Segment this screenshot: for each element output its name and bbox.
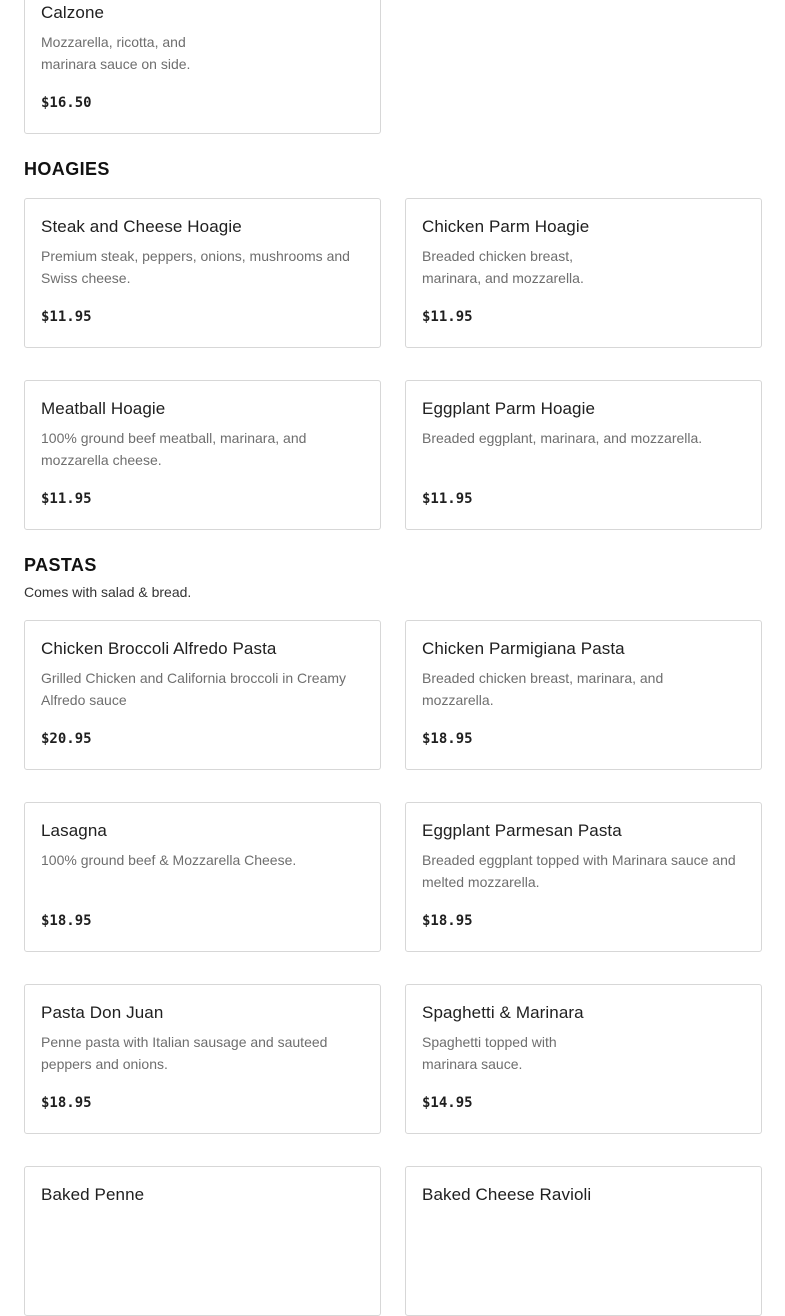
description-line: Penne pasta with Italian sausage and sauteed [41, 1034, 328, 1050]
menu-item-price: $11.95 [41, 491, 92, 507]
description-line: marinara, and mozzarella. [422, 270, 584, 286]
menu-item-name: Steak and Cheese Hoagie [41, 217, 242, 236]
menu-item-card[interactable] [24, 380, 381, 530]
menu-item-name: Chicken Broccoli Alfredo Pasta [41, 639, 277, 658]
menu-item-card[interactable] [24, 802, 381, 952]
section-title-pastas: PASTAS [24, 555, 97, 575]
description-line: Alfredo sauce [41, 692, 127, 708]
description-line: Breaded chicken breast, [422, 248, 573, 264]
menu-item-price: $11.95 [41, 309, 92, 325]
menu-item-description [41, 849, 296, 871]
menu-item-name: Pasta Don Juan [41, 1003, 164, 1022]
description-line: marinara sauce. [422, 1056, 523, 1072]
menu-item-card[interactable] [24, 1166, 381, 1316]
menu-item-description [422, 1031, 557, 1075]
menu-item-price: $18.95 [422, 731, 473, 747]
menu-item-price: $18.95 [422, 913, 473, 929]
menu-item-description [422, 667, 663, 711]
menu-item-name: Calzone [41, 3, 105, 22]
menu-item-description [41, 1031, 327, 1075]
description-line: Grilled Chicken and California broccoli in Creamy [41, 670, 347, 686]
description-line: peppers and onions. [41, 1056, 168, 1072]
menu-item-description [422, 427, 702, 449]
menu-item-card[interactable] [24, 984, 381, 1134]
menu-item-card[interactable] [405, 802, 762, 952]
menu-item-name: Baked Penne [41, 1185, 145, 1204]
section-title-hoagies: HOAGIES [24, 159, 110, 179]
menu-item-card[interactable] [405, 198, 762, 348]
menu-item-price: $14.95 [422, 1095, 473, 1111]
description-line: 100% ground beef & Mozzarella Cheese. [41, 852, 297, 868]
menu-item-price: $11.95 [422, 309, 473, 325]
description-line: Breaded eggplant topped with Marinara sauce and [422, 852, 736, 868]
menu-item-description [41, 427, 306, 471]
menu-item-price: $20.95 [41, 731, 92, 747]
menu-item-card[interactable] [24, 198, 381, 348]
menu-item-price: $18.95 [41, 1095, 92, 1111]
menu-item-name: Eggplant Parm Hoagie [422, 399, 596, 418]
menu-item-name: Meatball Hoagie [41, 399, 166, 418]
description-line: Breaded eggplant, marinara, and mozzarella. [422, 430, 703, 446]
description-line: Breaded chicken breast, marinara, and [422, 670, 664, 686]
section-subtitle-pastas: Comes with salad & bread. [24, 584, 192, 600]
menu-item-name: Baked Cheese Ravioli [422, 1185, 592, 1204]
menu-item-name: Eggplant Parmesan Pasta [422, 821, 622, 840]
menu-item-name: Spaghetti & Marinara [422, 1003, 584, 1022]
menu-item-price: $18.95 [41, 913, 92, 929]
description-line: Premium steak, peppers, onions, mushrooms and [41, 248, 350, 264]
menu-item-card[interactable] [405, 620, 762, 770]
menu-item-card[interactable] [405, 1166, 762, 1316]
description-line: marinara sauce on side. [41, 56, 191, 72]
description-line: mozzarella. [422, 692, 494, 708]
menu-item-card[interactable] [24, 620, 381, 770]
menu-item-card[interactable] [405, 380, 762, 530]
description-line: Swiss cheese. [41, 270, 131, 286]
menu-item-name: Chicken Parm Hoagie [422, 217, 590, 236]
menu-item-name: Lasagna [41, 821, 107, 840]
menu-item-price: $16.50 [41, 95, 92, 111]
description-line: melted mozzarella. [422, 874, 540, 890]
menu-item-name: Chicken Parmigiana Pasta [422, 639, 625, 658]
description-line: 100% ground beef meatball, marinara, and [41, 430, 307, 446]
menu-item-description [41, 31, 190, 75]
menu-item-card[interactable] [405, 984, 762, 1134]
menu-item-card[interactable] [24, 0, 381, 134]
menu-item-description [422, 245, 584, 289]
menu-item-description [41, 245, 350, 289]
description-line: Mozzarella, ricotta, and [41, 34, 186, 50]
description-line: Spaghetti topped with [422, 1034, 557, 1050]
menu-item-price: $11.95 [422, 491, 473, 507]
menu-item-description [41, 667, 346, 711]
description-line: mozzarella cheese. [41, 452, 162, 468]
menu-item-description [422, 849, 736, 893]
